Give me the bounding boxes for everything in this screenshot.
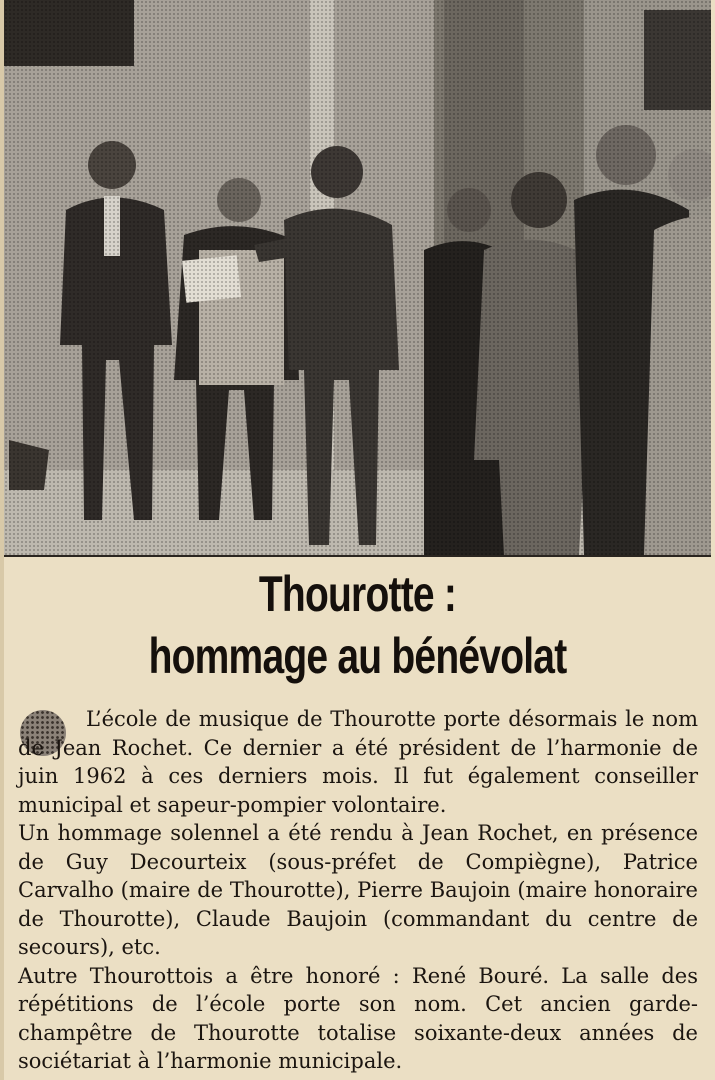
article-paragraph-3: Autre Thourottois a être honoré : René Bouré. La salle des répétitions de l’école porte son nom. Cet ancien garde-champêtre de Thourotte totalise soixante-deux années de sociétariat à l’harmonie municipale. (18, 963, 698, 1073)
ceremony-photo (4, 0, 711, 557)
article-paragraph-1: L’école de musique de Thourotte porte désormais le nom de Jean Rochet. Ce dernier a été président de l’harmonie de juin 1962 à ces derniers mois. Il fut également conseiller municipal et sapeur-pompier volontaire. (18, 707, 698, 817)
article-body (18, 705, 698, 1076)
headline-line-1: Thourotte : (258, 566, 457, 622)
article-paragraph-2: Un hommage solennel a été rendu à Jean Rochet, en présence de Guy Decourteix (sous-préfet de Compiègne), Patrice Carvalho (maire de Thourotte), Pierre Baujoin (maire honoraire de Thourotte), Claude Baujoin (commandant du centre de secours), etc. (18, 821, 698, 959)
headline-line-2: hommage au bénévolat (148, 628, 567, 684)
ceremony-photo-illustration (4, 0, 711, 555)
